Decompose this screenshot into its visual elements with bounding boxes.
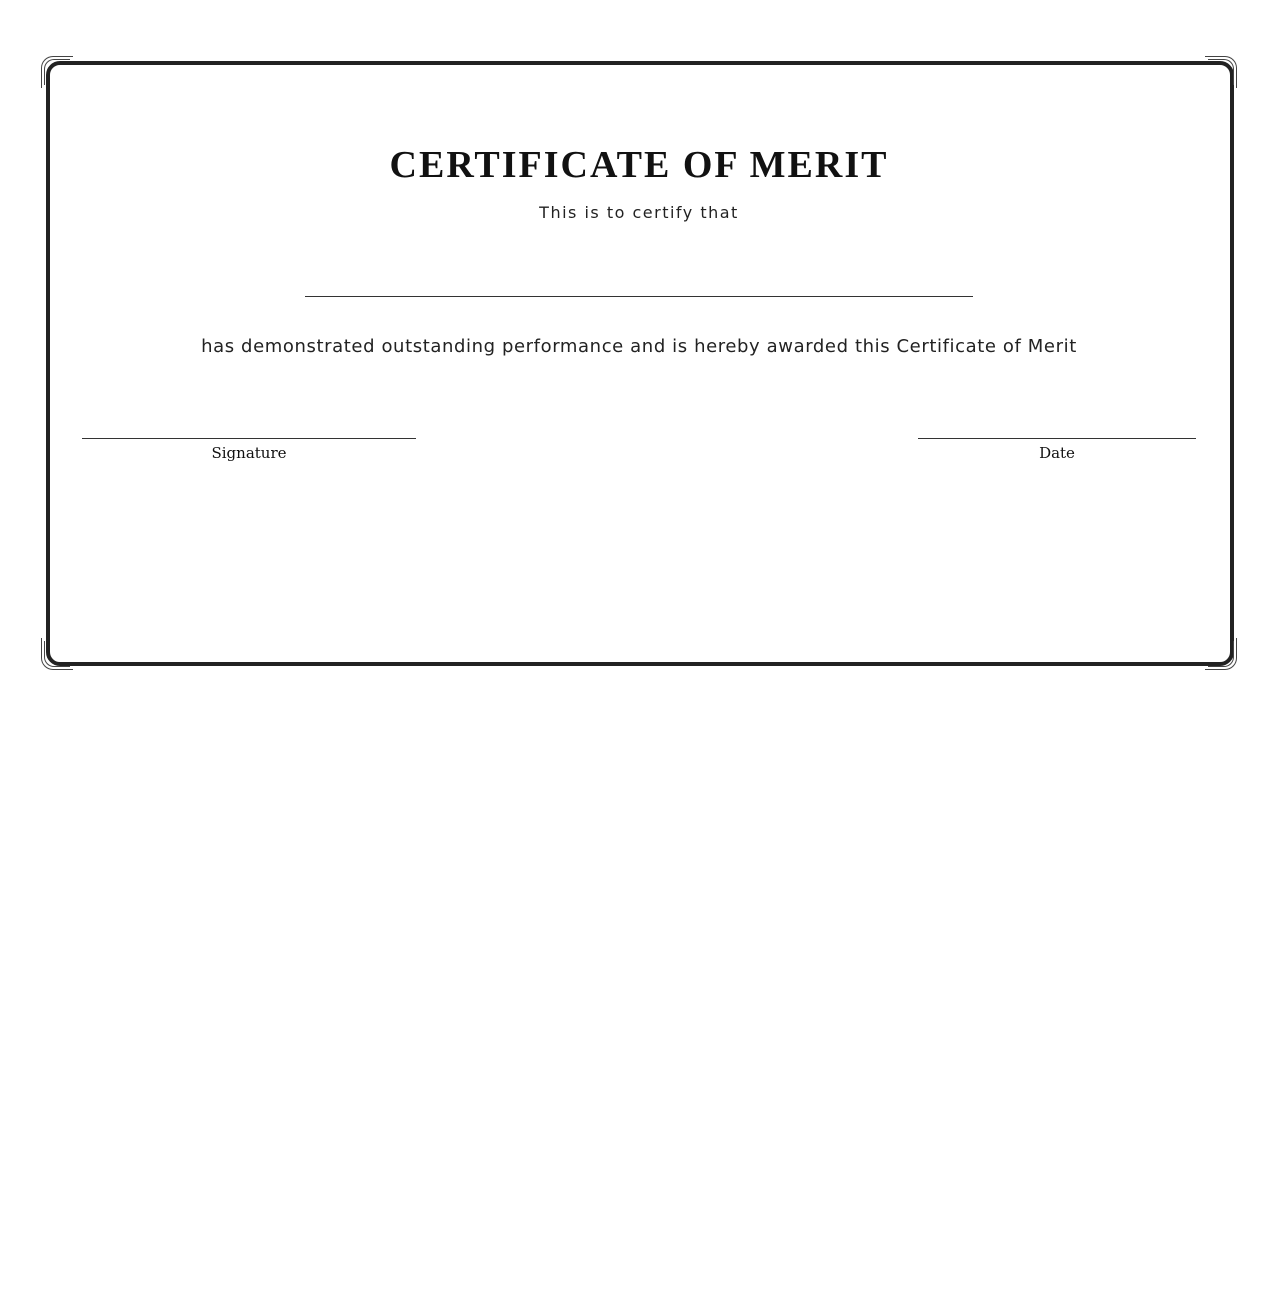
certificate-statement: has demonstrated outstanding performance and is hereby awarded this Certificate of Merit (201, 336, 1077, 357)
signature-label: Signature (211, 444, 287, 462)
signature-block (82, 438, 416, 462)
date-block (918, 438, 1196, 462)
signature-line (82, 438, 416, 439)
certificate-title: CERTIFICATE OF MERIT (389, 144, 889, 186)
corner-ornament-top-right (1205, 56, 1237, 88)
certificate-intro: This is to certify that (539, 203, 739, 222)
corner-ornament-bottom-left (41, 638, 73, 670)
recipient-name-line (305, 296, 973, 297)
date-line (918, 438, 1196, 439)
date-label: Date (1039, 444, 1075, 462)
corner-ornament-top-left (41, 56, 73, 88)
corner-ornament-bottom-right (1205, 638, 1237, 670)
